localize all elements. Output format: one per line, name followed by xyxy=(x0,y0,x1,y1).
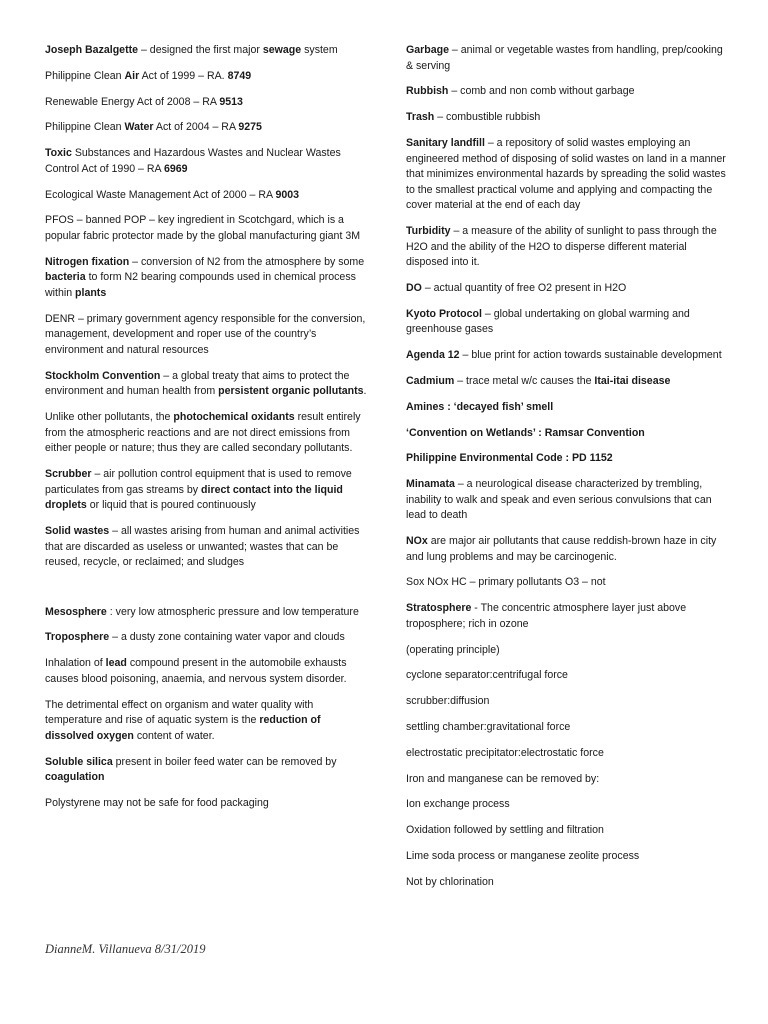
note-stockholm-convention-run: persistent organic pollutants xyxy=(218,385,364,398)
note-amines-run: Amines : ‘decayed fish’ smell xyxy=(406,400,554,413)
note-nox-run: are major air pollutants that cause reddish-brown haze in city and lung problems and may be carcinogenic. xyxy=(406,535,717,563)
note-photochemical-oxidants xyxy=(45,410,367,457)
note-bazalgette-run: – designed the first major xyxy=(138,44,263,56)
note-do xyxy=(406,281,728,297)
note-clean-water-act-run: Philippine Clean xyxy=(45,121,125,134)
note-stratosphere xyxy=(406,601,728,632)
note-ion-exchange xyxy=(406,797,728,813)
note-nitrogen-fixation-run: – conversion of N2 from the atmosphere by some xyxy=(129,255,365,268)
note-minamata-run: Minamata xyxy=(406,478,455,491)
note-soluble-silica xyxy=(45,755,367,786)
note-troposphere-run: – a dusty zone containing water vapor and clouds xyxy=(109,631,345,644)
note-scrubber-run: or liquid that is poured continuously xyxy=(86,499,256,512)
note-iron-manganese xyxy=(406,772,728,788)
note-lead-run: compound present in the automobile exhausts causes blood poisoning, anaemia, and nervous system disorder. xyxy=(45,657,347,685)
note-solid-wastes-run: – all wastes arising from human and animal activities that are discarded as useless or unwanted; wastes that can be reused, recycle, or reclaimed; and sludges xyxy=(45,524,360,569)
note-kyoto-protocol xyxy=(406,307,728,338)
note-clean-water-act-run: Water xyxy=(124,121,154,134)
note-cadmium-run: Itai-itai disease xyxy=(594,375,671,387)
note-troposphere xyxy=(45,630,367,646)
note-photochemical-oxidants-run: result entirely from the atmospheric reactions and are not direct emissions from either people or nature; thus they are called secondary pollutants. xyxy=(45,410,361,455)
note-turbidity-run: – a measure of the ability of sunlight to pass through the H2O and the ability of the H2O to disperse different material disposed into it. xyxy=(406,225,717,269)
note-nox xyxy=(406,534,728,565)
note-lime-soda xyxy=(406,849,728,865)
note-do-run: DO xyxy=(406,282,422,295)
note-nitrogen-fixation-run: Nitrogen fixation xyxy=(45,255,130,268)
note-bazalgette-run: sewage xyxy=(262,44,302,56)
note-garbage-run: – animal or vegetable wastes from handling, prep/cooking & serving xyxy=(406,44,723,72)
note-turbidity xyxy=(406,224,728,271)
note-scrubber xyxy=(45,467,367,514)
note-rubbish-run: Rubbish xyxy=(406,85,449,98)
note-troposphere-run: Troposphere xyxy=(45,631,110,644)
note-cadmium-run: – trace metal w/c causes the xyxy=(454,375,595,387)
note-nitrogen-fixation xyxy=(45,255,367,302)
note-rubbish xyxy=(406,84,728,100)
note-ramsar-run: ‘Convention on Wetlands’ : Ramsar Convention xyxy=(406,426,645,439)
note-scrubber-diffusion xyxy=(406,694,728,710)
note-denr xyxy=(45,312,367,359)
note-polystyrene xyxy=(45,796,367,812)
note-stockholm-convention-run: . xyxy=(363,385,367,398)
note-rubbish-run: – comb and non comb without garbage xyxy=(448,85,635,98)
note-bazalgette xyxy=(45,43,367,59)
note-ramsar xyxy=(406,426,728,442)
note-trash-run: – combustible rubbish xyxy=(434,111,541,124)
note-stockholm-convention-run: Stockholm Convention xyxy=(45,369,161,382)
note-nitrogen-fixation-run: to form N2 bearing compounds used in chemical process within xyxy=(45,271,356,299)
note-clean-water-act-run: 9275 xyxy=(238,121,262,134)
note-renewable-energy-act-run: Renewable Energy Act of 2008 – RA xyxy=(45,95,220,108)
note-solid-wastes-run: Solid wastes xyxy=(45,524,110,537)
note-scrubber-run: – air pollution control equipment that is used to remove particulates from gas streams by xyxy=(45,467,352,496)
note-sanitary-landfill xyxy=(406,136,728,214)
note-cyclone-separator-run: cyclone separator:centrifugal force xyxy=(406,669,568,682)
note-cadmium xyxy=(406,374,728,390)
note-renewable-energy-act-run: 9513 xyxy=(219,95,243,108)
note-mesosphere-run: Mesosphere xyxy=(45,605,107,618)
note-garbage xyxy=(406,43,728,74)
note-not-chlorination-run: Not by chlorination xyxy=(406,875,494,888)
note-not-chlorination xyxy=(406,875,728,891)
note-electrostatic-precipitator-run: electrostatic precipitator:electrostatic force xyxy=(406,746,604,759)
note-toxic-substances-act xyxy=(45,146,367,177)
note-operating-principle-run: (operating principle) xyxy=(406,643,500,656)
note-lead-run: lead xyxy=(105,657,127,670)
note-operating-principle xyxy=(406,643,728,659)
note-sanitary-landfill-run: Sanitary landfill xyxy=(406,136,485,149)
note-agenda-12 xyxy=(406,348,728,364)
note-denr-run: DENR – primary government agency responsible for the conversion, management, development and roper use of the country’s environment and natural resources xyxy=(45,312,366,356)
note-agenda-12-run: Agenda 12 xyxy=(406,349,460,362)
note-pfos-run: PFOS – banned POP – key ingredient in Scotchgard, which is a popular fabric protector made by the global manufacturing giant 3M xyxy=(45,214,361,242)
right-column xyxy=(406,43,728,900)
note-stratosphere-run: Stratosphere xyxy=(406,602,472,615)
note-soluble-silica-run: Soluble silica xyxy=(45,755,113,768)
note-cadmium-run: Cadmium xyxy=(406,375,455,387)
note-toxic-substances-act-run: Toxic xyxy=(45,147,72,160)
note-trash xyxy=(406,110,728,126)
note-clean-air-act-run: Philippine Clean xyxy=(45,69,125,82)
note-scrubber-diffusion-run: scrubber:diffusion xyxy=(406,695,490,708)
note-clean-air-act-run: Air xyxy=(124,69,140,82)
note-stockholm-convention xyxy=(45,369,367,400)
note-env-code xyxy=(406,451,728,467)
note-stockholm-convention-run: – a global treaty that aims to protect the environment and human health from xyxy=(45,369,350,398)
note-dissolved-oxygen xyxy=(45,698,367,745)
note-lead-run: Inhalation of xyxy=(45,657,106,670)
note-settling-chamber xyxy=(406,720,728,736)
note-oxidation-run: Oxidation followed by settling and filtration xyxy=(406,824,604,837)
note-nox-run: NOx xyxy=(406,535,428,548)
note-cyclone-separator xyxy=(406,668,728,684)
note-toxic-substances-act-run: 6969 xyxy=(163,162,188,175)
author-signature: DianneM. Villanueva 8/31/2019 xyxy=(45,942,206,956)
note-settling-chamber-run: settling chamber:gravitational force xyxy=(406,720,571,733)
note-polystyrene-run: Polystyrene may not be safe for food packaging xyxy=(45,796,269,809)
note-photochemical-oxidants-run: photochemical oxidants xyxy=(173,410,295,423)
note-dissolved-oxygen-run: content of water. xyxy=(133,729,215,742)
note-env-code-run: Philippine Environmental Code : PD 1152 xyxy=(406,452,613,465)
note-electrostatic-precipitator xyxy=(406,746,728,762)
note-clean-air-act-run: 8749 xyxy=(227,69,252,82)
note-minamata xyxy=(406,477,728,524)
note-ecological-waste-act-run: 9003 xyxy=(275,188,300,201)
left-column xyxy=(45,43,367,822)
note-primary-pollutants xyxy=(406,575,728,591)
note-mesosphere xyxy=(45,605,367,621)
note-solid-wastes xyxy=(45,524,367,571)
note-clean-water-act xyxy=(45,120,367,136)
note-oxidation xyxy=(406,823,728,839)
note-bazalgette-run: Joseph Bazalgette xyxy=(45,44,139,56)
note-garbage-run: Garbage xyxy=(406,44,449,56)
note-amines xyxy=(406,400,728,416)
note-bazalgette-run: system xyxy=(301,44,338,56)
note-turbidity-run: Turbidity xyxy=(406,225,451,238)
note-nitrogen-fixation-run: plants xyxy=(75,286,107,299)
note-ecological-waste-act-run: Ecological Waste Management Act of 2000 – RA xyxy=(45,188,276,201)
note-mesosphere-run: : very low atmospheric pressure and low temperature xyxy=(106,605,359,618)
note-trash-run: Trash xyxy=(406,111,435,124)
note-scrubber-run: direct contact into the liquid droplets xyxy=(45,483,343,512)
note-renewable-energy-act xyxy=(45,95,367,111)
note-dissolved-oxygen-run: The detrimental effect on organism and water quality with temperature and rise of aquatic system is the xyxy=(45,698,314,727)
note-lead xyxy=(45,656,367,687)
note-do-run: – actual quantity of free O2 present in H2O xyxy=(421,282,627,295)
note-minamata-run: – a neurological disease characterized by trembling, inability to walk and speak and even serious convulsions that can lead to death xyxy=(406,478,712,522)
note-stratosphere-run: - The concentric atmosphere layer just above troposphere; rich in ozone xyxy=(406,602,687,630)
note-ecological-waste-act xyxy=(45,188,367,204)
note-photochemical-oxidants-run: Unlike other pollutants, the xyxy=(45,410,174,423)
note-sanitary-landfill-run: – a repository of solid wastes employing an engineered method of disposing of solid wastes on land in a manner that minimizes environmental hazards by spreading the solid wastes to the smallest practical volume and applying and compacting the cover material at the end of each day xyxy=(406,136,726,212)
note-primary-pollutants-run: Sox NOx HC – primary pollutants O3 – not xyxy=(406,576,606,589)
note-toxic-substances-act-run: Substances and Hazardous Wastes and Nuclear Wastes Control Act of 1990 – RA xyxy=(45,147,341,175)
note-kyoto-protocol-run: – global undertaking on global warming and greenhouse gases xyxy=(406,307,690,336)
note-kyoto-protocol-run: Kyoto Protocol xyxy=(406,307,482,320)
note-ion-exchange-run: Ion exchange process xyxy=(406,798,510,811)
note-agenda-12-run: – blue print for action towards sustainable development xyxy=(459,349,722,362)
note-clean-air-act xyxy=(45,69,367,85)
note-pfos xyxy=(45,213,367,244)
note-clean-air-act-run: Act of 1999 – RA. xyxy=(139,69,228,82)
note-soluble-silica-run: present in boiler feed water can be removed by xyxy=(112,755,337,768)
note-iron-manganese-run: Iron and manganese can be removed by: xyxy=(406,772,600,785)
note-nitrogen-fixation-run: bacteria xyxy=(45,271,86,284)
note-scrubber-run: Scrubber xyxy=(45,467,92,480)
note-dissolved-oxygen-run: reduction of dissolved oxygen xyxy=(45,714,321,742)
note-clean-water-act-run: Act of 2004 – RA xyxy=(153,121,239,134)
note-lime-soda-run: Lime soda process or manganese zeolite process xyxy=(406,849,640,862)
note-soluble-silica-run: coagulation xyxy=(45,771,105,784)
